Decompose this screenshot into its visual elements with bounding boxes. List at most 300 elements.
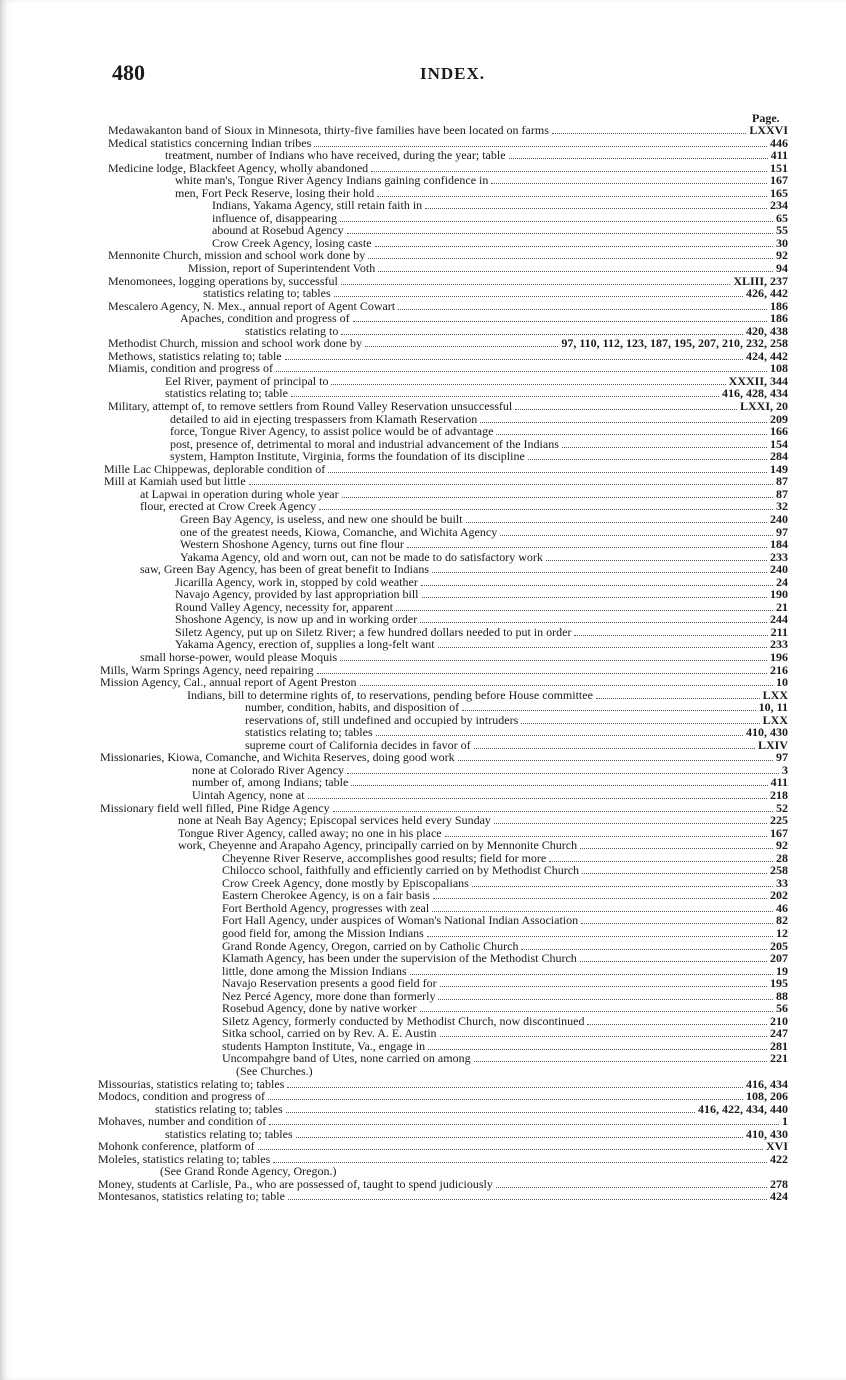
entry-text: Indians, bill to determine rights of, to reservations, pending before House committee bbox=[187, 687, 593, 702]
entry-text: (See Churches.) bbox=[236, 1064, 313, 1079]
dot-leader bbox=[574, 627, 767, 636]
index-entry bbox=[0, 174, 788, 187]
dot-leader bbox=[433, 890, 767, 899]
index-entry bbox=[0, 1002, 788, 1015]
entry-text: (See Grand Ronde Agency, Oregon.) bbox=[160, 1164, 337, 1179]
dot-leader bbox=[291, 388, 719, 397]
dot-leader bbox=[317, 665, 767, 674]
entry-text: Missionaries, Kiowa, Comanche, and Wichita Reserves, doing good work bbox=[100, 750, 455, 765]
index-entry bbox=[0, 124, 788, 137]
dot-leader bbox=[580, 840, 773, 849]
entry-text: detailed to aid in ejecting trespassers from Klamath Reservation bbox=[170, 411, 478, 426]
entry-text: little, done among the Mission Indians bbox=[222, 963, 407, 978]
entry-page-ref: 411 bbox=[770, 148, 788, 163]
entry-text: good field for, among the Mission Indians bbox=[222, 926, 424, 940]
index-entry bbox=[0, 1153, 788, 1166]
entry-page-ref: 207 bbox=[770, 951, 788, 966]
dot-leader bbox=[427, 928, 773, 937]
entry-page-ref: XLIII, 237 bbox=[733, 273, 788, 288]
entry-text: work, Cheyenne and Arapaho Agency, principally carried on by Mennonite Church bbox=[178, 838, 578, 853]
index-entry bbox=[0, 425, 788, 438]
index-entry bbox=[0, 224, 788, 237]
page-column-label: Page. bbox=[752, 111, 780, 125]
dot-leader bbox=[353, 313, 767, 322]
entry-page-ref: 184 bbox=[770, 537, 788, 552]
dot-leader bbox=[425, 200, 767, 209]
dot-leader bbox=[432, 903, 773, 912]
index-entry bbox=[0, 764, 788, 777]
entry-text: Money, students at Carlisle, Pa., who are possessed of, taught to spend judiciously bbox=[98, 1176, 493, 1191]
entry-text: saw, Green Bay Agency, has been of great benefit to Indians bbox=[140, 562, 430, 577]
dot-leader bbox=[347, 225, 773, 234]
entry-text: Military, attempt of, to remove settlers from Round Valley Reservation unsuccessful bbox=[108, 399, 513, 414]
dot-leader bbox=[596, 690, 760, 699]
entry-page-ref: 410, 430 bbox=[746, 1126, 788, 1141]
entry-page-ref: 108 bbox=[770, 361, 788, 376]
entry-text: Jicarilla Agency, work in, stopped by cold weather bbox=[175, 574, 418, 589]
entry-page-ref: LXXI, 20 bbox=[739, 399, 788, 414]
index-entry bbox=[0, 312, 788, 325]
entry-text: white man's, Tongue River Agency Indians gaining confidence in bbox=[175, 173, 489, 188]
entry-page-ref: 196 bbox=[770, 649, 788, 664]
entry-text: Sitka school, carried on by Rev. A. E. Austin bbox=[222, 1026, 437, 1041]
entry-page-ref: LXIV bbox=[757, 737, 788, 752]
entry-text: Medicine lodge, Blackfeet Agency, wholly abandoned bbox=[108, 160, 369, 175]
dot-leader bbox=[552, 125, 746, 134]
index-entry bbox=[0, 676, 788, 689]
dot-leader bbox=[438, 639, 767, 648]
dot-leader bbox=[582, 865, 767, 874]
entry-page-ref: 202 bbox=[770, 888, 788, 903]
dot-leader bbox=[580, 953, 767, 962]
index-entry bbox=[0, 563, 788, 576]
dot-leader bbox=[398, 301, 767, 310]
entry-text: Mission, report of Superintendent Voth bbox=[188, 261, 376, 276]
entry-text: Rosebud Agency, done by native worker bbox=[222, 1001, 417, 1016]
entry-page-ref: 30 bbox=[776, 235, 788, 250]
index-entry bbox=[0, 249, 788, 262]
entry-text: Crow Creek Agency, done mostly by Episcopalians bbox=[222, 875, 469, 890]
entry-text: Apaches, condition and progress of bbox=[180, 311, 350, 326]
entry-page-ref: 446 bbox=[770, 135, 788, 150]
entry-text: Modocs, condition and progress of bbox=[98, 1089, 265, 1104]
index-entry bbox=[0, 450, 788, 463]
entry-page-ref: 240 bbox=[770, 511, 788, 526]
entry-text: Methodist Church, mission and school work done by bbox=[108, 336, 362, 351]
entry-page-ref: LXX bbox=[762, 687, 788, 702]
entry-page-ref: 195 bbox=[770, 976, 788, 991]
dot-leader bbox=[333, 803, 773, 812]
dot-leader bbox=[308, 790, 767, 799]
dot-leader bbox=[351, 777, 767, 786]
entry-text: statistics relating to; tables bbox=[155, 1101, 283, 1116]
dot-leader bbox=[340, 652, 767, 661]
entry-text: Siletz Agency, put up on Siletz River; a few hundred dollars needed to put in order bbox=[175, 624, 572, 639]
entry-text: influence of, disappearing bbox=[212, 210, 337, 225]
entry-page-ref: 167 bbox=[770, 173, 788, 188]
entry-page-ref: 88 bbox=[776, 988, 788, 1003]
dot-leader bbox=[494, 815, 767, 824]
entry-page-ref: 12 bbox=[776, 926, 788, 940]
index-entry bbox=[0, 475, 788, 488]
index-entry bbox=[0, 927, 788, 940]
entry-page-ref: 247 bbox=[770, 1026, 788, 1041]
entry-text: Green Bay Agency, is useless, and new one should be built bbox=[180, 511, 463, 526]
index-entry bbox=[0, 538, 788, 551]
entry-text: Crow Creek Agency, losing caste bbox=[212, 235, 372, 250]
dot-leader bbox=[347, 765, 779, 774]
dot-leader bbox=[562, 439, 767, 448]
entry-text: number, condition, habits, and disposition of bbox=[245, 700, 460, 715]
entry-text: Mille Lac Chippewas, deplorable condition of bbox=[104, 461, 326, 476]
index-entry bbox=[0, 1090, 788, 1103]
entry-page-ref: 244 bbox=[770, 612, 788, 627]
dot-leader bbox=[546, 552, 767, 561]
entry-page-ref: 97 bbox=[776, 524, 788, 539]
entry-text: Yakama Agency, erection of, supplies a long-felt want bbox=[175, 637, 435, 652]
entry-text: Montesanos, statistics relating to; table bbox=[98, 1189, 285, 1204]
entry-text: force, Tongue River Agency, to assist police would be of advantage bbox=[170, 424, 494, 439]
entry-page-ref: 24 bbox=[776, 574, 788, 589]
entry-page-ref: 186 bbox=[770, 298, 788, 313]
dot-leader bbox=[268, 1091, 743, 1100]
dot-leader bbox=[341, 276, 730, 285]
index-entry bbox=[0, 513, 788, 526]
entry-text: Medical statistics concerning Indian tribes bbox=[108, 135, 312, 150]
dot-leader bbox=[509, 150, 768, 159]
entry-page-ref: 411 bbox=[770, 775, 788, 790]
entry-text: Chilocco school, faithfully and efficiently carried on by Methodist Church bbox=[222, 863, 580, 878]
running-head: INDEX. bbox=[420, 64, 486, 83]
dot-leader bbox=[474, 740, 755, 749]
dot-leader bbox=[496, 1179, 767, 1188]
page-number: 480 bbox=[112, 60, 145, 85]
entry-text: statistics relating to; tables bbox=[245, 725, 373, 740]
entry-text: Medawakanton band of Sioux in Minnesota, thirty-five families have been located on farms bbox=[108, 123, 549, 137]
entry-page-ref: 424, 442 bbox=[746, 348, 788, 363]
index-entry bbox=[0, 789, 788, 802]
index-entry bbox=[0, 1115, 788, 1128]
entry-page-ref: 28 bbox=[776, 850, 788, 865]
dot-leader bbox=[331, 376, 725, 385]
dot-leader bbox=[472, 878, 773, 887]
entry-text: Siletz Agency, formerly conducted by Methodist Church, now discontinued bbox=[222, 1013, 585, 1028]
entry-page-ref: 233 bbox=[770, 637, 788, 652]
dot-leader bbox=[438, 991, 773, 1000]
entry-page-ref: 46 bbox=[776, 900, 788, 915]
entry-page-ref: 221 bbox=[770, 1051, 788, 1066]
entry-page-ref: 410, 430 bbox=[746, 725, 788, 740]
dot-leader bbox=[422, 589, 768, 598]
entry-page-ref: 97, 110, 112, 123, 187, 195, 207, 210, 232, 258 bbox=[561, 336, 788, 351]
entry-page-ref: XXXII, 344 bbox=[728, 373, 788, 388]
entry-text: Navajo Agency, provided by last appropriation bill bbox=[175, 587, 419, 602]
dot-leader bbox=[462, 702, 755, 711]
index-entry bbox=[0, 701, 788, 714]
dot-leader bbox=[587, 1016, 767, 1025]
dot-leader bbox=[285, 351, 743, 360]
index-entry bbox=[0, 1052, 788, 1065]
dot-leader bbox=[396, 602, 773, 611]
entry-page-ref: 97 bbox=[776, 750, 788, 765]
index-entry bbox=[0, 362, 788, 375]
entry-page-ref: 33 bbox=[776, 875, 788, 890]
index-entry bbox=[0, 638, 788, 651]
entry-page-ref: 154 bbox=[770, 436, 788, 451]
entry-text: Klamath Agency, has been under the supervision of the Methodist Church bbox=[222, 951, 577, 966]
entry-page-ref: 278 bbox=[770, 1176, 788, 1191]
entry-text: Indians, Yakama Agency, still retain faith in bbox=[212, 198, 423, 213]
index-entry bbox=[0, 488, 788, 501]
entry-text: statistics relating to; tables bbox=[203, 286, 331, 301]
entry-text: Nez Percé Agency, more done than formerly bbox=[222, 988, 436, 1003]
index-entries bbox=[0, 124, 846, 1203]
dot-leader bbox=[341, 326, 743, 335]
index-entry bbox=[0, 588, 788, 601]
entry-text: Methows, statistics relating to; table bbox=[108, 348, 282, 363]
entry-text: Mohonk conference, platform of bbox=[98, 1139, 255, 1154]
entry-page-ref: 420, 438 bbox=[746, 323, 788, 338]
entry-page-ref: 416, 434 bbox=[746, 1076, 788, 1091]
dot-leader bbox=[269, 1116, 779, 1125]
index-entry bbox=[0, 375, 788, 388]
index-entry bbox=[0, 776, 788, 789]
entry-page-ref: 87 bbox=[776, 474, 788, 489]
entry-page-ref: 82 bbox=[776, 913, 788, 928]
dot-leader bbox=[377, 188, 767, 197]
dot-leader bbox=[549, 853, 773, 862]
entry-page-ref: 10 bbox=[776, 675, 788, 690]
entry-text: Uncompahgre band of Utes, none carried on among bbox=[222, 1051, 471, 1066]
entry-text: Miamis, condition and progress of bbox=[108, 361, 273, 376]
entry-text: Mission Agency, Cal., annual report of Agent Preston bbox=[100, 675, 357, 690]
dot-leader bbox=[440, 978, 767, 987]
dot-leader bbox=[249, 476, 773, 485]
entry-page-ref: 21 bbox=[776, 599, 788, 614]
index-entry bbox=[0, 212, 788, 225]
index-entry bbox=[0, 613, 788, 626]
dot-leader bbox=[365, 338, 558, 347]
entry-text: Menomonees, logging operations by, successful bbox=[108, 273, 338, 288]
entry-text: Mescalero Agency, N. Mex., annual report of Agent Cowart bbox=[108, 298, 396, 313]
entry-page-ref: 416, 428, 434 bbox=[722, 386, 788, 401]
entry-page-ref: 1 bbox=[782, 1114, 788, 1129]
entry-page-ref: 233 bbox=[770, 549, 788, 564]
entry-page-ref: 19 bbox=[776, 963, 788, 978]
dot-leader bbox=[342, 489, 773, 498]
dot-leader bbox=[458, 752, 773, 761]
dot-leader bbox=[360, 677, 773, 686]
dot-leader bbox=[420, 614, 767, 623]
entry-page-ref: 281 bbox=[770, 1038, 788, 1053]
entry-page-ref: 218 bbox=[770, 787, 788, 802]
entry-page-ref: LXX bbox=[762, 712, 788, 727]
dot-leader bbox=[410, 966, 773, 975]
dot-leader bbox=[319, 501, 773, 510]
index-entry bbox=[0, 1065, 788, 1078]
entry-page-ref: XVI bbox=[765, 1139, 788, 1154]
entry-text: Tongue River Agency, called away; no one in his place bbox=[178, 825, 442, 840]
entry-page-ref: 108, 206 bbox=[746, 1089, 788, 1104]
entry-text: post, presence of, detrimental to moral and industrial advancement of the Indians bbox=[170, 436, 559, 451]
entry-page-ref: 186 bbox=[770, 311, 788, 326]
dot-leader bbox=[500, 527, 773, 536]
entry-page-ref: 258 bbox=[770, 863, 788, 878]
index-entry bbox=[0, 1190, 788, 1203]
entry-page-ref: 225 bbox=[770, 813, 788, 828]
entry-page-ref: 55 bbox=[776, 223, 788, 238]
index-entry bbox=[0, 287, 788, 300]
entry-text: statistics relating to bbox=[245, 323, 339, 338]
entry-page-ref: 240 bbox=[770, 562, 788, 577]
dot-leader bbox=[521, 941, 767, 950]
entry-text: Grand Ronde Agency, Oregon, carried on by Catholic Church bbox=[222, 938, 519, 953]
dot-leader bbox=[440, 1028, 767, 1037]
entry-text: men, Fort Peck Reserve, losing their hold bbox=[175, 185, 375, 200]
entry-page-ref: 94 bbox=[776, 261, 788, 276]
entry-page-ref: 65 bbox=[776, 210, 788, 225]
entry-text: Moleles, statistics relating to; tables bbox=[98, 1151, 271, 1166]
entry-text: small horse-power, would please Moquis bbox=[140, 649, 338, 664]
entry-page-ref: 92 bbox=[776, 248, 788, 263]
dot-leader bbox=[376, 727, 743, 736]
entry-page-ref: 284 bbox=[770, 449, 788, 464]
entry-text: none at Colorado River Agency bbox=[192, 762, 344, 777]
dot-leader bbox=[296, 1129, 743, 1138]
entry-page-ref: 424 bbox=[770, 1189, 788, 1204]
entry-page-ref: 205 bbox=[770, 938, 788, 953]
index-entry bbox=[0, 977, 788, 990]
entry-text: system, Hampton Institute, Virginia, forms the foundation of its discipline bbox=[170, 449, 525, 464]
entry-page-ref: 165 bbox=[770, 185, 788, 200]
dot-leader bbox=[287, 1079, 743, 1088]
entry-text: at Lapwai in operation during whole year bbox=[140, 486, 339, 501]
entry-page-ref: 234 bbox=[770, 198, 788, 213]
dot-leader bbox=[480, 414, 767, 423]
entry-text: Mill at Kamiah used but little bbox=[104, 474, 246, 489]
entry-page-ref: 422 bbox=[770, 1151, 788, 1166]
index-entry bbox=[0, 864, 788, 877]
entry-text: Cheyenne River Reserve, accomplishes good results; field for more bbox=[222, 850, 547, 865]
dot-leader bbox=[314, 138, 767, 147]
dot-leader bbox=[368, 250, 773, 259]
dot-leader bbox=[581, 915, 773, 924]
entry-text: Eastern Cherokee Agency, is on a fair basis bbox=[222, 888, 430, 903]
entry-page-ref: 92 bbox=[776, 838, 788, 853]
entry-text: Yakama Agency, old and worn out, can not be made to do satisfactory work bbox=[180, 549, 543, 564]
entry-text: reservations of, still undefined and occupied by intruders bbox=[245, 712, 519, 727]
entry-text: Mohaves, number and condition of bbox=[98, 1114, 267, 1129]
entry-page-ref: 211 bbox=[770, 624, 788, 639]
index-entry bbox=[0, 814, 788, 827]
index-entry bbox=[0, 199, 788, 212]
index-entry bbox=[0, 839, 788, 852]
dot-leader bbox=[474, 1053, 767, 1062]
dot-leader bbox=[286, 1104, 695, 1113]
entry-page-ref: 52 bbox=[776, 800, 788, 815]
index-entry bbox=[0, 149, 788, 162]
dot-leader bbox=[371, 163, 767, 172]
entry-page-ref: 56 bbox=[776, 1001, 788, 1016]
entry-page-ref: 426, 442 bbox=[746, 286, 788, 301]
entry-text: Missionary field well filled, Pine Ridge Agency bbox=[100, 800, 330, 815]
entry-text: Uintah Agency, none at bbox=[192, 787, 305, 802]
entry-page-ref: 167 bbox=[770, 825, 788, 840]
index-entry bbox=[0, 300, 788, 313]
entry-text: Eel River, payment of principal to bbox=[165, 373, 329, 388]
entry-text: Western Shoshone Agency, turns out fine flour bbox=[180, 537, 404, 552]
index-entry bbox=[0, 726, 788, 739]
entry-page-ref: 416, 422, 434, 440 bbox=[698, 1101, 788, 1116]
entry-page-ref: 190 bbox=[770, 587, 788, 602]
dot-leader bbox=[445, 828, 767, 837]
index-entry bbox=[0, 337, 788, 350]
index-entry bbox=[0, 651, 788, 664]
entry-page-ref: 151 bbox=[770, 160, 788, 175]
page-header bbox=[112, 60, 792, 90]
index-entry bbox=[0, 1140, 788, 1153]
entry-page-ref: 3 bbox=[782, 762, 788, 777]
entry-page-ref: 209 bbox=[770, 411, 788, 426]
index-entry bbox=[0, 751, 788, 764]
entry-text: supreme court of California decides in favor of bbox=[245, 737, 471, 752]
dot-leader bbox=[496, 426, 767, 435]
dot-leader bbox=[491, 175, 767, 184]
entry-text: none at Neah Bay Agency; Episcopal services held every Sunday bbox=[178, 813, 491, 828]
dot-leader bbox=[334, 288, 743, 297]
dot-leader bbox=[521, 715, 759, 724]
dot-leader bbox=[328, 464, 767, 473]
dot-leader bbox=[276, 363, 767, 372]
entry-text: Fort Hall Agency, under auspices of Woman's National Indian Association bbox=[222, 913, 579, 928]
index-entry bbox=[0, 275, 788, 288]
entry-page-ref: 87 bbox=[776, 486, 788, 501]
entry-text: Round Valley Agency, necessity for, apparent bbox=[175, 599, 394, 614]
dot-leader bbox=[375, 238, 773, 247]
entry-text: Missourias, statistics relating to; tables bbox=[98, 1076, 285, 1091]
dot-leader bbox=[407, 539, 767, 548]
entry-page-ref: 10, 11 bbox=[758, 700, 788, 715]
entry-text: statistics relating to; tables bbox=[165, 1126, 293, 1141]
dot-leader bbox=[421, 577, 773, 586]
entry-text: statistics relating to; table bbox=[165, 386, 288, 401]
entry-text: abound at Rosebud Agency bbox=[212, 223, 344, 238]
entry-text: Fort Berthold Agency, progresses with zeal bbox=[222, 900, 430, 915]
dot-leader bbox=[432, 564, 767, 573]
index-entry bbox=[0, 262, 788, 275]
entry-text: Shoshone Agency, is now up and in working order bbox=[175, 612, 418, 627]
dot-leader bbox=[466, 514, 768, 523]
entry-text: number of, among Indians; table bbox=[192, 775, 349, 790]
entry-text: flour, erected at Crow Creek Agency bbox=[140, 499, 317, 514]
dot-leader bbox=[420, 1003, 773, 1012]
entry-page-ref: 166 bbox=[770, 424, 788, 439]
dot-leader bbox=[340, 213, 773, 222]
entry-text: Mennonite Church, mission and school work done by bbox=[108, 248, 366, 263]
entry-page-ref: 32 bbox=[776, 499, 788, 514]
dot-leader bbox=[428, 1041, 767, 1050]
dot-leader bbox=[273, 1154, 767, 1163]
entry-text: Mills, Warm Springs Agency, need repairing bbox=[100, 662, 314, 677]
entry-text: students Hampton Institute, Va., engage in bbox=[222, 1038, 426, 1053]
entry-text: one of the greatest needs, Kiowa, Comanche, and Wichita Agency bbox=[180, 524, 498, 539]
index-entry bbox=[0, 400, 788, 413]
dot-leader bbox=[258, 1141, 763, 1150]
dot-leader bbox=[515, 401, 737, 410]
dot-leader bbox=[378, 263, 773, 272]
entry-text: Navajo Reservation presents a good field for bbox=[222, 976, 437, 991]
entry-text: treatment, number of Indians who have received, during the year; table bbox=[165, 148, 506, 163]
